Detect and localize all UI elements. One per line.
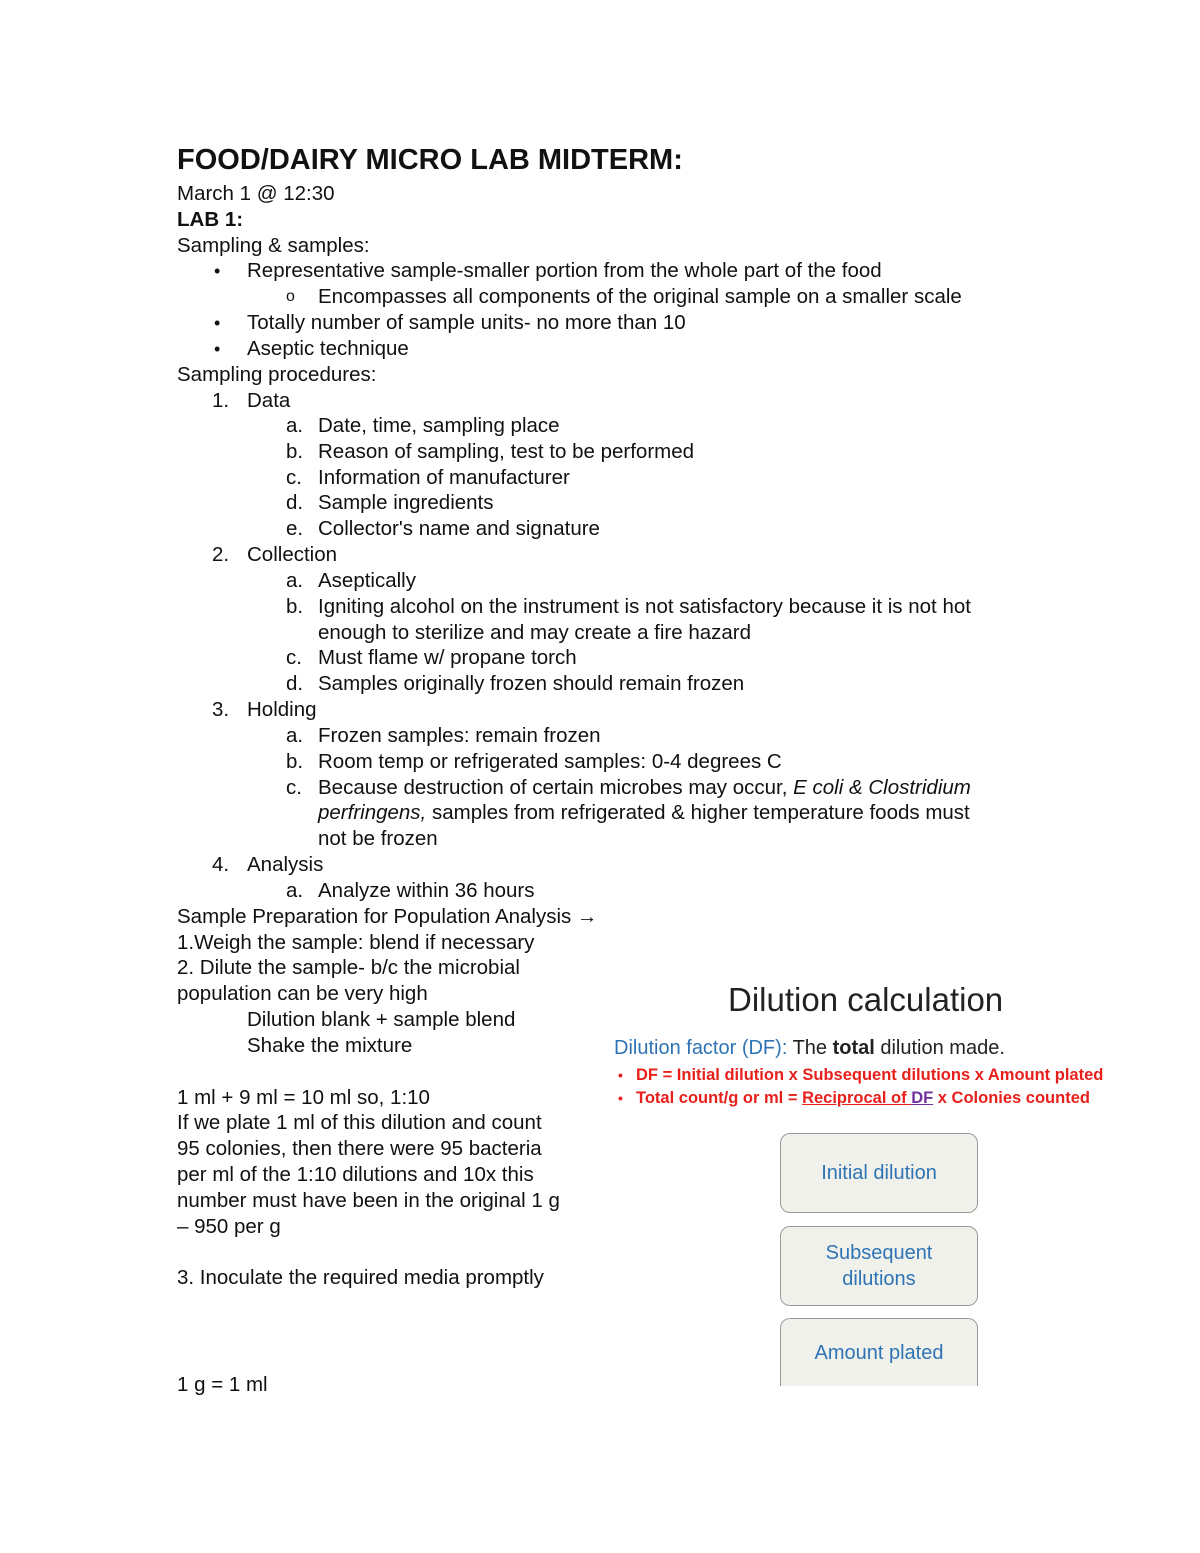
sub-bullet-symbol: o <box>286 288 295 305</box>
list-item: Igniting alcohol on the instrument is not satisfactory because it is not hot <box>318 595 971 618</box>
prep-step-3: 3. Inoculate the required media promptly <box>177 1266 544 1289</box>
list-letter: c. <box>286 466 302 489</box>
list-letter: a. <box>286 724 304 747</box>
procedures-heading: Sampling procedures: <box>177 363 377 386</box>
bullet-symbol: • <box>214 313 221 333</box>
prep-step-2: 2. Dilute the sample- b/c the microbial <box>177 956 520 979</box>
total-count-formula <box>618 1087 1090 1109</box>
list-letter: b. <box>286 595 304 618</box>
prep-indent-1: Dilution blank + sample blend <box>247 1008 516 1031</box>
list-letter: b. <box>286 750 304 773</box>
sampling-heading: Sampling & samples: <box>177 234 370 257</box>
box-amount-plated <box>780 1318 978 1386</box>
paragraph-line: number must have been in the original 1 g <box>177 1189 560 1212</box>
box-label: Amount plated <box>814 1341 944 1364</box>
list-item-text: samples from refrigerated & higher temperature foods must <box>426 801 970 824</box>
formula-df: DF <box>911 1089 934 1107</box>
procedure-collection: Collection <box>247 543 338 566</box>
box-subsequent-dilutions <box>780 1226 978 1306</box>
list-number: 3. <box>212 698 230 721</box>
box-label-line: dilutions <box>842 1268 916 1290</box>
paragraph-line: per ml of the 1:10 dilutions and 10x this <box>177 1163 534 1186</box>
dilution-factor-definition <box>614 1034 1005 1062</box>
procedure-holding: Holding <box>247 698 317 721</box>
prep-heading: Sample Preparation for Population Analysis → <box>177 905 598 928</box>
organism-name: perfringens, <box>318 801 427 824</box>
definition-text: dilution made. <box>874 1037 1005 1059</box>
paragraph-line: If we plate 1 ml of this dilution and count <box>177 1111 542 1134</box>
list-item: Date, time, sampling place <box>318 414 560 437</box>
document-title: FOOD/DAIRY MICRO LAB MIDTERM: <box>177 144 683 176</box>
list-item: Frozen samples: remain frozen <box>318 724 601 747</box>
exam-date: March 1 @ 12:30 <box>177 182 335 205</box>
df-formula <box>618 1064 1104 1086</box>
list-number: 4. <box>212 853 230 876</box>
sampling-bullet-2: Totally number of sample units- no more than 10 <box>247 311 686 334</box>
sampling-bullet-3: Aseptic technique <box>247 337 409 360</box>
formula-underlined: Reciprocal of <box>802 1089 912 1107</box>
definition-emphasis: total <box>832 1037 875 1059</box>
box-label-line: Subsequent <box>825 1242 933 1264</box>
procedure-analysis: Analysis <box>247 853 324 876</box>
list-letter: a. <box>286 569 304 592</box>
prep-step-1: 1.Weigh the sample: blend if necessary <box>177 931 535 954</box>
list-item-continued <box>318 800 970 826</box>
paragraph-line: – 950 per g <box>177 1215 281 1238</box>
formula-text: Total count/g or ml = <box>636 1089 803 1107</box>
list-letter: c. <box>286 646 302 669</box>
list-item: Collector's name and signature <box>318 517 600 540</box>
unit-equivalence: 1 g = 1 ml <box>177 1373 268 1396</box>
list-item: Room temp or refrigerated samples: 0-4 degrees C <box>318 750 782 773</box>
df-formula-text: DF = Initial dilution x Subsequent dilutions x Amount plated <box>636 1066 1104 1084</box>
formula-text: x Colonies counted <box>933 1089 1090 1107</box>
red-bullet: • <box>618 1067 623 1083</box>
list-item-text: Because destruction of certain microbes may occur, <box>318 776 794 799</box>
list-item: Information of manufacturer <box>318 466 570 489</box>
bullet-symbol: • <box>214 261 221 281</box>
list-item: Reason of sampling, test to be performed <box>318 440 695 463</box>
list-letter: a. <box>286 879 304 902</box>
definition-text: The <box>787 1037 833 1059</box>
definition-label: Dilution factor (DF): <box>614 1037 788 1059</box>
list-letter: c. <box>286 776 302 799</box>
list-item <box>318 775 971 801</box>
dilution-equation: 1 ml + 9 ml = 10 ml so, 1:10 <box>177 1086 430 1109</box>
list-item: Must flame w/ propane torch <box>318 646 577 669</box>
red-bullet: • <box>618 1090 623 1106</box>
list-letter: b. <box>286 440 304 463</box>
list-letter: d. <box>286 672 304 695</box>
box-label: Initial dilution <box>821 1162 937 1184</box>
paragraph-line: 95 colonies, then there were 95 bacteria <box>177 1137 542 1160</box>
figure-title: Dilution calculation <box>728 981 1004 1018</box>
box-initial-dilution <box>780 1133 978 1213</box>
list-item: Samples originally frozen should remain frozen <box>318 672 745 695</box>
lab-heading: LAB 1: <box>177 208 244 231</box>
list-letter: a. <box>286 414 304 437</box>
list-number: 1. <box>212 389 230 412</box>
list-item: Aseptically <box>318 569 416 592</box>
organism-names: E coli & Clostridium <box>793 776 971 799</box>
sampling-bullet-1: Representative sample-smaller portion from the whole part of the food <box>247 259 882 282</box>
list-number: 2. <box>212 543 230 566</box>
list-item: Sample ingredients <box>318 491 494 514</box>
bullet-symbol: • <box>214 339 221 359</box>
list-item: Analyze within 36 hours <box>318 879 535 902</box>
procedure-data: Data <box>247 389 291 412</box>
sampling-sub-bullet: Encompasses all components of the original sample on a smaller scale <box>318 285 962 308</box>
list-item-continued: enough to sterilize and may create a fire hazard <box>318 621 752 644</box>
list-letter: e. <box>286 517 304 540</box>
list-letter: d. <box>286 491 304 514</box>
list-item-continued: not be frozen <box>318 827 438 850</box>
prep-indent-2: Shake the mixture <box>247 1034 413 1057</box>
prep-step-2-continued: population can be very high <box>177 982 428 1005</box>
box-label <box>826 1240 933 1292</box>
